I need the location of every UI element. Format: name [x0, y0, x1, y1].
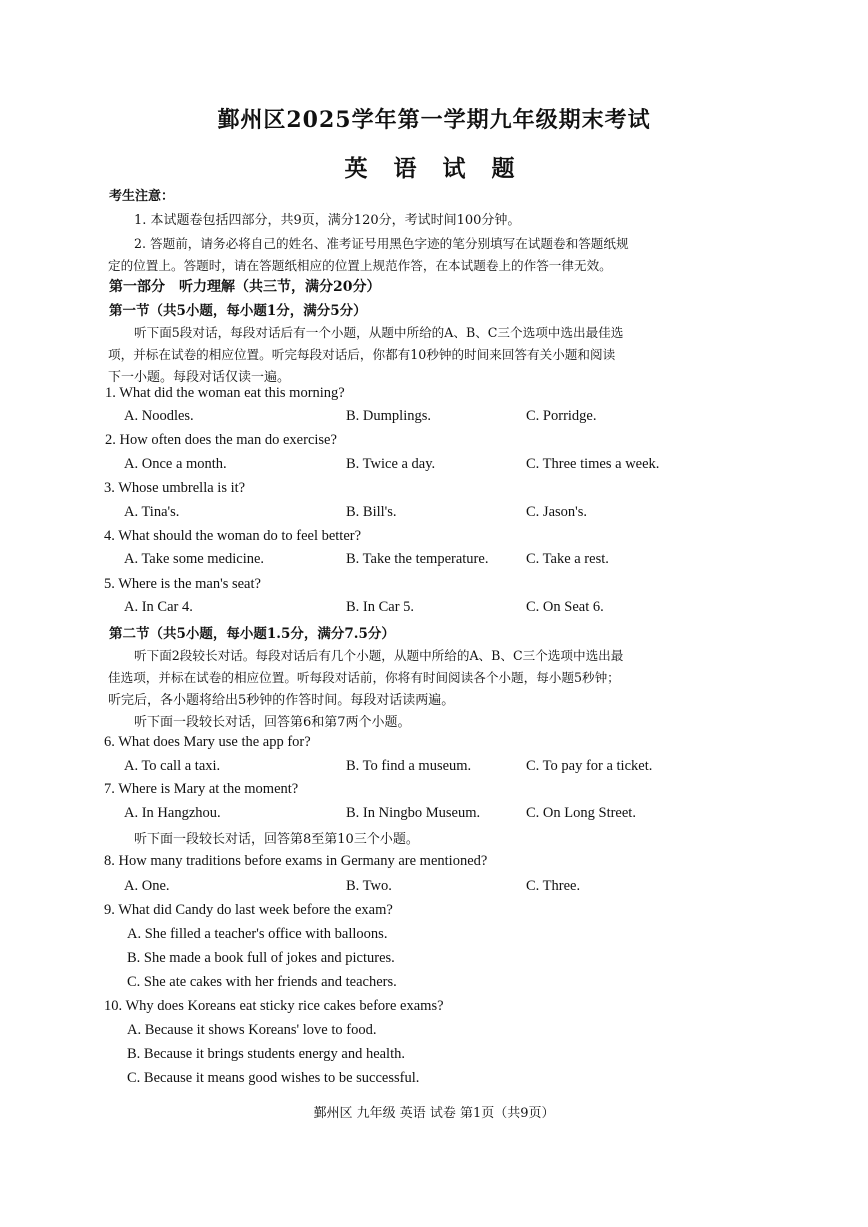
- question-6-option-a: A. To call a taxi.: [124, 758, 221, 774]
- question-2: 2. How often does the man do exercise?: [105, 432, 337, 448]
- question-3: 3. Whose umbrella is it?: [104, 480, 246, 496]
- question-7: 7. Where is Mary at the moment?: [104, 781, 299, 797]
- question-9: 9. What did Candy do last week before the exam?: [104, 902, 393, 918]
- question-8-option-c: C. Three.: [526, 878, 581, 894]
- question-10-option-a: A. Because it shows Koreans' love to food.: [127, 1022, 377, 1038]
- section1-heading: 第一节（共5小题，每小题1分，满分5分）: [109, 303, 367, 319]
- question-2-option-a: A. Once a month.: [124, 456, 227, 472]
- section1-instructions-line-2: 项，并标在试卷的相应位置。听完每段对话后，你都有10秒钟的时间来回答有关小题和阅读: [108, 347, 616, 362]
- question-4-option-a: A. Take some medicine.: [124, 551, 265, 567]
- notice-item-2-line-1: 2. 答题前，请务必将自己的姓名、准考证号用黑色字迹的笔分别填写在试题卷和答题纸规: [134, 236, 629, 251]
- question-4-option-c: C. Take a rest.: [526, 551, 609, 567]
- question-5-option-a: A. In Car 4.: [124, 599, 193, 615]
- section2-subinstruction-1: 听下面一段较长对话，回答第6和第7两个小题。: [134, 715, 411, 730]
- question-1: 1. What did the woman eat this morning?: [105, 385, 345, 401]
- page-footer: 鄞州区 九年级 英语 试卷 第1页（共9页）: [313, 1106, 555, 1121]
- question-1-option-b: B. Dumplings.: [346, 408, 431, 424]
- question-3-option-a: A. Tina's.: [124, 504, 180, 520]
- part1-heading: 第一部分 听力理解（共三节，满分20分）: [109, 279, 381, 295]
- question-1-option-c: C. Porridge.: [526, 408, 597, 424]
- question-2-option-b: B. Twice a day.: [346, 456, 436, 472]
- question-3-option-b: B. Bill's.: [346, 504, 397, 520]
- question-10-option-b: B. Because it brings students energy and health.: [127, 1046, 405, 1062]
- question-9-option-a: A. She filled a teacher's office with balloons.: [127, 926, 388, 942]
- question-4: 4. What should the woman do to feel better?: [104, 528, 362, 544]
- question-7-option-b: B. In Ningbo Museum.: [346, 805, 481, 821]
- question-8-option-a: A. One.: [124, 878, 170, 894]
- notice-heading: 考生注意：: [109, 189, 175, 204]
- question-9-option-b: B. She made a book full of jokes and pictures.: [127, 950, 395, 966]
- question-7-option-c: C. On Long Street.: [526, 805, 636, 821]
- question-2-option-c: C. Three times a week.: [526, 456, 660, 472]
- exam-subtitle: 英 语 试 题: [344, 155, 524, 182]
- section2-instructions-line-3: 听完后，各小题将给出5秒钟的作答时间。每段对话读两遍。: [108, 693, 455, 708]
- question-5-option-b: B. In Car 5.: [346, 599, 415, 615]
- question-5-option-c: C. On Seat 6.: [526, 599, 604, 615]
- question-8-option-b: B. Two.: [346, 878, 392, 894]
- section2-instructions-line-2: 佳选项，并标在试卷的相应位置。听每段对话前，你将有时间阅读各个小题，每小题5秒钟；: [108, 670, 620, 685]
- section2-heading: 第二节（共5小题，每小题1.5分，满分7.5分）: [109, 626, 395, 642]
- notice-item-2-line-2: 定的位置上。答题时，请在答题纸相应的位置上规范作答，在本试题卷上的作答一律无效。: [108, 258, 612, 273]
- question-3-option-c: C. Jason's.: [526, 504, 588, 520]
- exam-title: 鄞州区2025学年第一学期九年级期末考试: [217, 107, 651, 133]
- question-10: 10. Why does Koreans eat sticky rice cakes before exams?: [104, 998, 444, 1014]
- section2-subinstruction-2: 听下面一段较长对话，回答第8至第10三个小题。: [134, 832, 419, 847]
- question-5: 5. Where is the man's seat?: [104, 576, 261, 592]
- question-6-option-c: C. To pay for a ticket.: [526, 758, 653, 774]
- question-6: 6. What does Mary use the app for?: [104, 734, 311, 750]
- section1-instructions-line-1: 听下面5段对话，每段对话后有一个小题，从题中所给的A、B、C三个选项中选出最佳选: [134, 325, 624, 340]
- question-9-option-c: C. She ate cakes with her friends and teachers.: [127, 974, 397, 990]
- question-10-option-c: C. Because it means good wishes to be successful.: [127, 1070, 420, 1086]
- section1-instructions-line-3: 下一小题。每段对话仅读一遍。: [108, 370, 291, 385]
- question-6-option-b: B. To find a museum.: [346, 758, 472, 774]
- question-4-option-b: B. Take the temperature.: [346, 551, 489, 567]
- section2-instructions-line-1: 听下面2段较长对话。每段对话后有几个小题，从题中所给的A、B、C三个选项中选出最: [134, 648, 624, 663]
- question-1-option-a: A. Noodles.: [124, 408, 194, 424]
- notice-item-1: 1. 本试题卷包括四部分，共9页，满分120分，考试时间100分钟。: [134, 213, 521, 228]
- question-7-option-a: A. In Hangzhou.: [124, 805, 221, 821]
- question-8: 8. How many traditions before exams in Germany are mentioned?: [104, 853, 488, 869]
